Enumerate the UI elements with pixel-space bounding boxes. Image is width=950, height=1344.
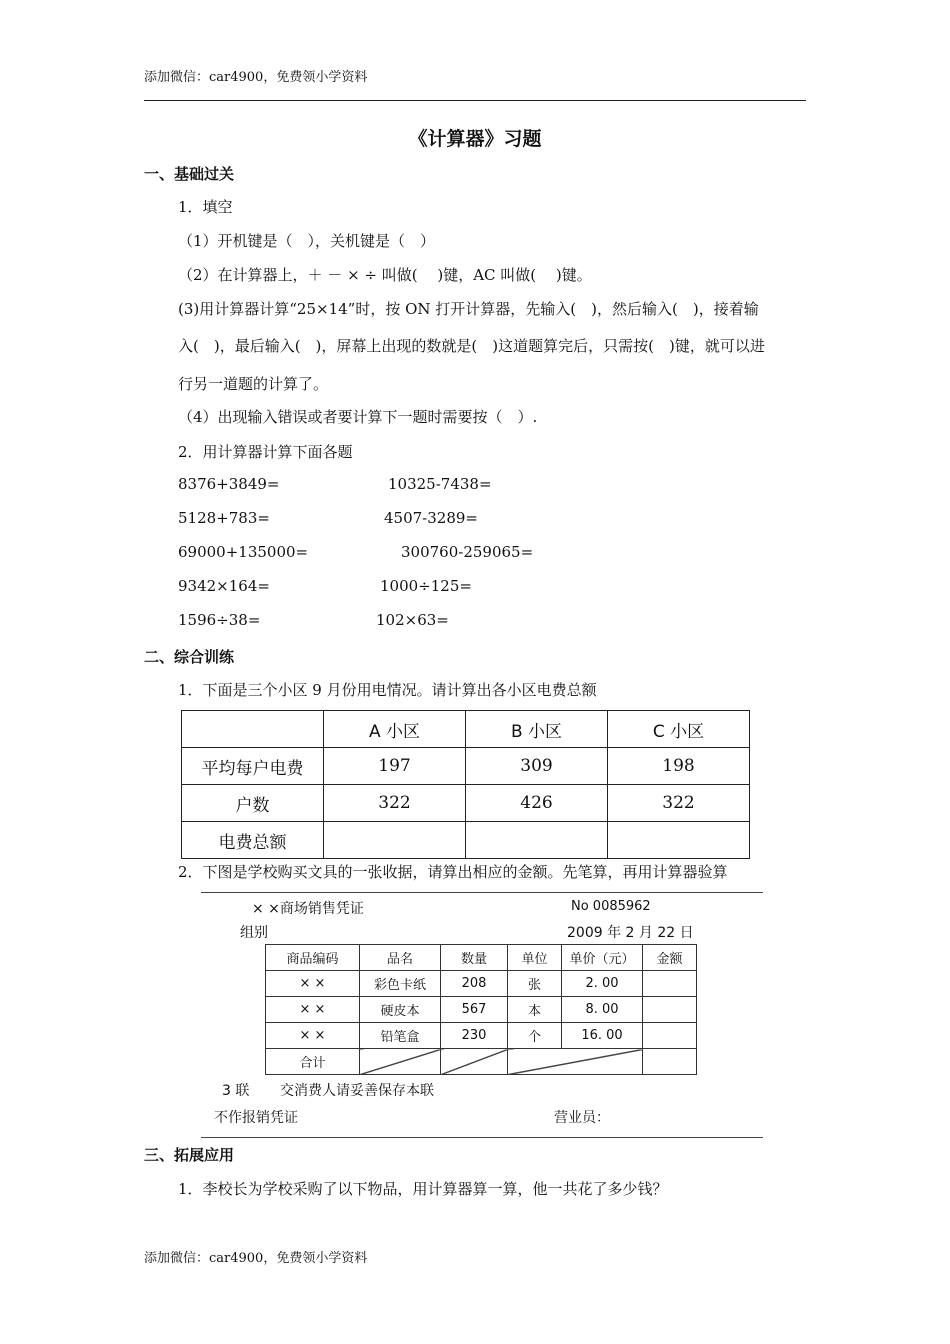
- calc-item: 5128+783=: [178, 509, 270, 527]
- receipt-title: × ×商场销售凭证: [252, 901, 364, 917]
- crossed-cell: [360, 1049, 441, 1075]
- total-label: 合计: [266, 1049, 360, 1075]
- row-label: 电费总额: [182, 822, 324, 859]
- calc-item: 1596÷38=: [178, 611, 261, 629]
- table-header-cell: A 小区: [324, 711, 466, 748]
- crossed-cell: [441, 1049, 508, 1075]
- item-price: 16. 00: [562, 1023, 643, 1049]
- calc-item: 102×63=: [376, 611, 449, 629]
- table-header-cell: B 小区: [466, 711, 608, 748]
- table-cell: 426: [466, 785, 608, 822]
- page-footer: 添加微信：car4900，免费领小学资料: [144, 1251, 368, 1266]
- receipt-row: [266, 971, 697, 997]
- question-text: （1）开机键是（ ），关机键是（ ）: [178, 232, 436, 250]
- receipt-header-cell: 单位: [508, 945, 562, 971]
- row-label: 平均每户电费: [182, 748, 324, 785]
- question-title: 2．用计算器计算下面各题: [178, 443, 353, 461]
- header-divider: [144, 100, 806, 101]
- crossed-cell: [508, 1049, 643, 1075]
- item-name: 铅笔盒: [360, 1023, 441, 1049]
- table-cell: [466, 822, 608, 859]
- page-title: 《计算器》习题: [408, 128, 542, 150]
- table-header-cell: C 小区: [608, 711, 750, 748]
- table-row: [182, 748, 750, 785]
- item-code: × ×: [266, 997, 360, 1023]
- item-name: 彩色卡纸: [360, 971, 441, 997]
- receipt-top-border: [201, 892, 763, 893]
- calc-item: 69000+135000=: [178, 543, 309, 561]
- table-cell: 198: [608, 748, 750, 785]
- table-header-cell: [182, 711, 324, 748]
- item-code: × ×: [266, 971, 360, 997]
- item-unit: 个: [508, 1023, 562, 1049]
- calc-item: 10325-7438=: [388, 475, 492, 493]
- receipt-header-cell: 金额: [643, 945, 697, 971]
- calc-item: 4507-3289=: [384, 509, 478, 527]
- calc-item: 8376+3849=: [178, 475, 280, 493]
- receipt-clerk: 营业员：: [554, 1110, 610, 1126]
- item-code: × ×: [266, 1023, 360, 1049]
- question-text: （4）出现输入错误或者要计算下一题时需要按（ ）.: [178, 408, 538, 426]
- item-amount: [643, 971, 697, 997]
- section-heading-training: 二、综合训练: [144, 648, 235, 666]
- receipt-copy-no: 3 联: [222, 1083, 250, 1099]
- receipt-header-cell: 单价（元）: [562, 945, 643, 971]
- question-title: 1．填空: [178, 198, 233, 216]
- table-cell: 322: [324, 785, 466, 822]
- question-text: 入( )，最后输入( )，屏幕上出现的数就是( )这道题算完后，只需按( )键，就可以进: [178, 337, 765, 355]
- calc-item: 300760-259065=: [401, 543, 534, 561]
- table-cell: 197: [324, 748, 466, 785]
- question-text: (3)用计算器计算“25×14”时，按 ON 打开计算器，先输入( )，然后输入( )，接着输: [178, 300, 759, 318]
- receipt-table: [265, 944, 697, 1075]
- section-heading-basic: 一、基础过关: [144, 165, 235, 183]
- item-qty: 230: [441, 1023, 508, 1049]
- row-label: 户数: [182, 785, 324, 822]
- table-cell: [324, 822, 466, 859]
- receipt-header-row: [266, 945, 697, 971]
- receipt-date: 2009 年 2 月 22 日: [567, 925, 694, 941]
- receipt-row: [266, 1023, 697, 1049]
- receipt-header-cell: 商品编码: [266, 945, 360, 971]
- item-name: 硬皮本: [360, 997, 441, 1023]
- receipt-bottom-border: [201, 1137, 763, 1138]
- table-row: [182, 785, 750, 822]
- calc-item: 1000÷125=: [380, 577, 472, 595]
- section-heading-extension: 三、拓展应用: [144, 1146, 235, 1164]
- page-header: 添加微信：car4900，免费领小学资料: [144, 70, 368, 85]
- item-qty: 567: [441, 997, 508, 1023]
- item-price: 2. 00: [562, 971, 643, 997]
- receipt-row: [266, 997, 697, 1023]
- receipt-invalid-note: 不作报销凭证: [214, 1110, 298, 1126]
- item-price: 8. 00: [562, 997, 643, 1023]
- question-text: 行另一道题的计算了。: [178, 375, 329, 393]
- calc-item: 9342×164=: [178, 577, 270, 595]
- question-text: 1．下面是三个小区 9 月份用电情况。请计算出各小区电费总额: [178, 681, 597, 699]
- item-unit: 本: [508, 997, 562, 1023]
- table-cell: 322: [608, 785, 750, 822]
- table-cell: 309: [466, 748, 608, 785]
- question-text: 2．下图是学校购买文具的一张收据，请算出相应的金额。先笔算，再用计算器验算: [178, 863, 728, 881]
- table-row: [182, 822, 750, 859]
- item-amount: [643, 997, 697, 1023]
- total-amount: [643, 1049, 697, 1075]
- receipt-copy-note: 交消费人请妥善保存本联: [280, 1083, 434, 1099]
- table-cell: [608, 822, 750, 859]
- item-amount: [643, 1023, 697, 1049]
- electricity-table: [181, 710, 750, 859]
- receipt-header-cell: 数量: [441, 945, 508, 971]
- receipt-group: 组别: [240, 925, 268, 941]
- receipt-header-cell: 品名: [360, 945, 441, 971]
- question-text: 1．李校长为学校采购了以下物品，用计算器算一算，他一共花了多少钱？: [178, 1180, 668, 1198]
- question-text: （2）在计算器上，＋ － × ÷ 叫做( )键，AC 叫做( )键。: [178, 266, 592, 284]
- item-unit: 张: [508, 971, 562, 997]
- item-qty: 208: [441, 971, 508, 997]
- receipt-number: No 0085962: [571, 899, 651, 914]
- table-header-row: [182, 711, 750, 748]
- receipt-total-row: [266, 1049, 697, 1075]
